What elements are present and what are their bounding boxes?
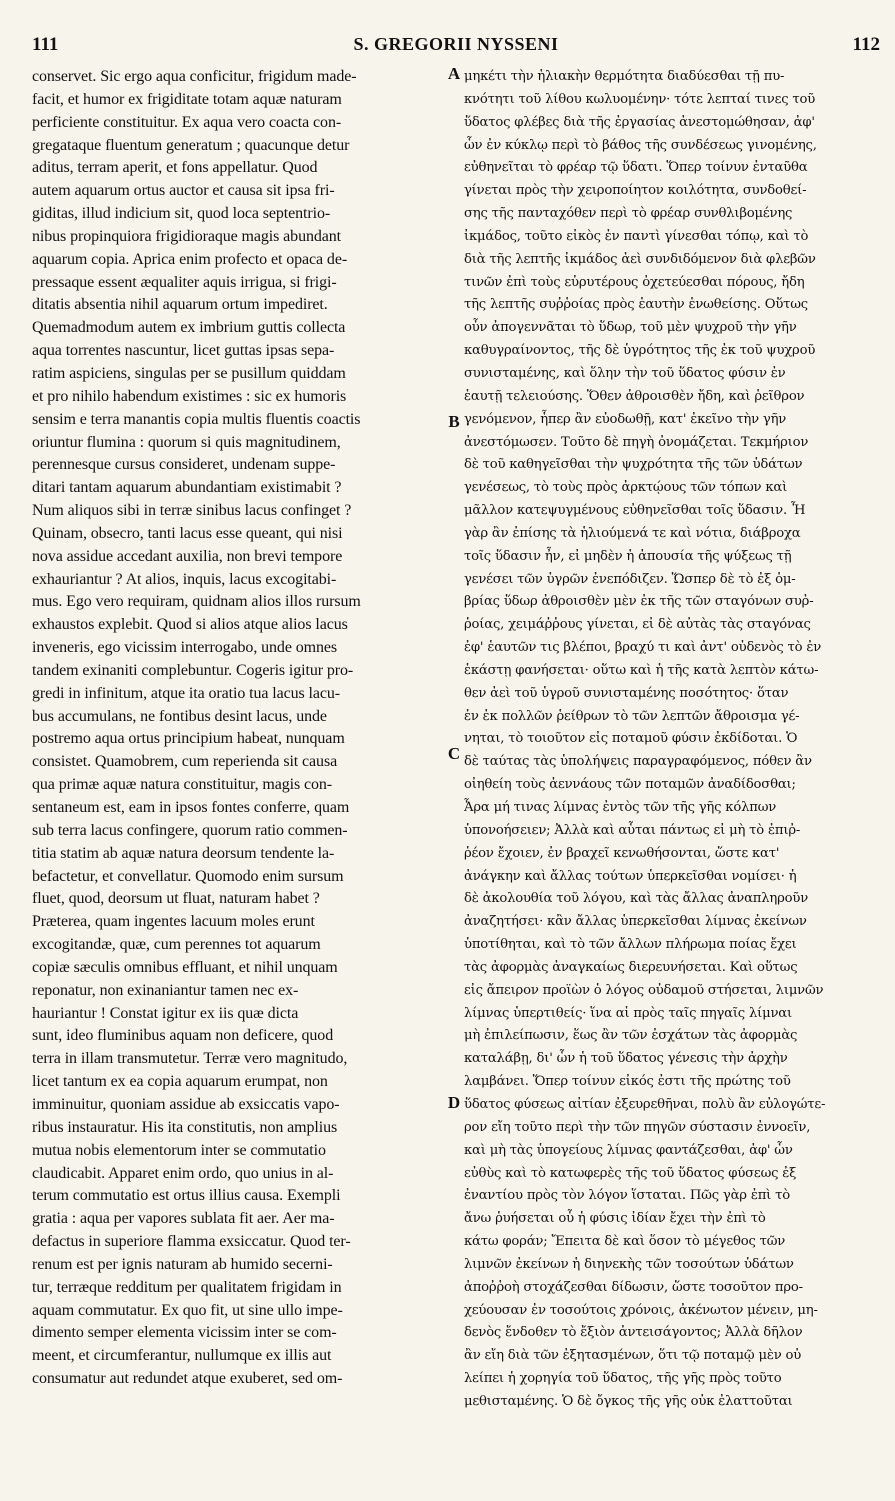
greek-text-line: δενὸς ἔνδοθεν τὸ ἔξιὸν ἀντεισάγοντος; Ἀλλὰ δῆλον: [464, 1325, 803, 1341]
greek-text-line: βρίας ὕδωρ ἀθροισθὲν μὲν ἐκ τῆς τῶν σταγόνων συῤ-: [464, 594, 814, 610]
greek-text-line: λίμνας ὑπερτιθείς· ἵνα αἱ πρὸς ταῖς πηγαῖς λίμναι: [464, 1005, 792, 1021]
latin-text-line: Quemadmodum autem ex imbrium guttis collecta: [32, 319, 346, 337]
running-head-title: S. GREGORII NYSSENI: [353, 34, 559, 54]
greek-text-line: ῥέον ἔχοιεν, ἐν βραχεῖ κενωθήσονται, ὥστε κατ': [464, 845, 780, 861]
greek-text-line: ὕδατος φύσεως αἰτίαν ἐξευρεθῆναι, πολὺ ἂν εὐλογώτε-: [464, 1096, 826, 1112]
section-marker-d: D: [447, 1093, 461, 1112]
greek-text-line: ἀνεστόμωσεν. Τοῦτο δὲ πηγὴ ὀνομάζεται. Τεκμήριον: [464, 434, 809, 450]
page-number-left: 111: [32, 34, 59, 55]
latin-text-line: Præterea, quam ingentes lacuum moles erunt: [32, 913, 315, 931]
latin-text-line: Num aliquos sibi in terræ sinibus lacus confinget ?: [32, 502, 352, 520]
greek-text-line: τὰς ἀφορμὰς ἀναγκαίως διερευνήσεται. Καὶ οὕτως: [464, 959, 798, 975]
latin-text-line: terra in illam transmutetur. Terræ vero magnitudo,: [32, 1050, 348, 1068]
greek-text-line: θεν ἀεὶ τοῦ ὑγροῦ συνισταμένης ποσότητος· ὅταν: [464, 685, 789, 701]
latin-text-line: licet tantum ex ea copia aquarum erumpat, non: [32, 1073, 328, 1091]
section-marker-b: B: [448, 412, 460, 431]
latin-text-line: sunt, ideo fluminibus aquam non deficere, quod: [32, 1027, 334, 1045]
greek-text-line: γενέσεως, τὸ τοὺς πρὸς ἀρκτῴους τῶν τόπων καὶ: [464, 480, 788, 496]
greek-text-line: ἐφ' ἑαυτῶν τις βλέποι, βραχύ τι καὶ ἀντ' οὐδενὸς τὸ ἐν: [464, 640, 822, 656]
greek-text-line: χεύουσαν ἐν τοσούτοις χρόνοις, ἀκένωτον μένειν, μη-: [464, 1302, 818, 1318]
greek-text-line: δὲ ταύτας τὰς ὑπολήψεις παραγραφόμενος, πόθεν ἂν: [464, 754, 812, 770]
latin-text-line: gregataque fluentum generatum ; quacunque detur: [32, 136, 350, 154]
greek-text-line: μᾶλλον κατεψυγμένους εὐθηνεῖσθαι τοῖς ὕδασιν. Ἦ: [464, 503, 806, 519]
greek-text-line: εἰς ἄπειρον προϊὼν ὁ λόγος οὐδαμοῦ στήσεται, λιμνῶν: [464, 982, 824, 998]
greek-text-line: εὐθηνεῖται τὸ φρέαρ τῷ ὕδατι. Ὅπερ τοίνυν ἐνταῦθα: [464, 160, 808, 176]
greek-text-line: νηται, τὸ τοιοῦτον εἰς ποταμοῦ φύσιν ἐκδίδοται. Ὁ: [464, 731, 798, 747]
latin-text-line: titia statim ab aquæ natura deorsum tendente la-: [32, 844, 335, 862]
greek-text-line: τῆς λεπτῆς συῤῥοίας πρὸς ἑαυτὴν ἑνωθείσης. Οὕτως: [464, 297, 808, 313]
latin-text-line: sentaneum est, eam in ipsos fontes conferre, quam: [32, 799, 350, 816]
latin-text-line: inveneris, ego vicissim interrogabo, unde omnes: [32, 639, 338, 657]
greek-text-line: ρον εἴη τοῦτο περὶ τὴν τῶν πηγῶν σύστασιν ἐννοεῖν,: [464, 1119, 811, 1135]
latin-text-line: perennesque cursus consideret, undenam suppe-: [32, 456, 336, 474]
greek-text-line: ὕδατος φλέβες διὰ τῆς ἐργασίας ἀνεστομώθησαν, ἀφ': [464, 114, 815, 130]
latin-text-line: nova assidue accedant auxilia, non brevi tempore: [32, 547, 343, 565]
latin-text-line: imminuitur, quoniam assidue ab exsiccatis vapo-: [32, 1095, 340, 1113]
latin-text-line: claudicabit. Apparet enim ordo, quo unius in al-: [32, 1164, 334, 1182]
page-number-right: 112: [852, 34, 880, 55]
greek-text-line: κνότητι τοῦ λίθου κωλυομένην· τότε λεπταί τινες τοῦ: [464, 91, 816, 107]
greek-text-line: ἑκάστῃ φανήσεται· οὕτω καὶ ἡ τῆς κατὰ λεπτὸν κάτω-: [464, 662, 819, 678]
greek-text-line: ἰκμάδος, τοῦτο εἰκὸς ἐν παντὶ γίνεσθαι τόπῳ, καὶ τὸ: [464, 228, 809, 244]
greek-text-line: γίνεται πρὸς τὴν χειροποίητον κοιλότητα, συνδοθεί-: [464, 183, 807, 199]
latin-text-line: consistet. Quamobrem, cum reperienda sit causa: [32, 753, 338, 771]
latin-text-line: mus. Ego vero requiram, quidnam alios illos rursum: [32, 593, 361, 611]
greek-text-line: λαμβάνει. Ὅπερ τοίνυν εἰκός ἐστι τῆς πρώτης τοῦ: [464, 1074, 791, 1090]
greek-text-line: οἰηθείη τοὺς ἀεννάους τῶν ποταμῶν ἀναδίδοσθαι;: [464, 777, 796, 793]
section-marker-c: C: [447, 744, 461, 763]
greek-text-line: μηκέτι τὴν ἡλιακὴν θερμότητα διαδύεσθαι τῇ πυ-: [464, 69, 785, 84]
latin-text-line: nibus propinquiora frigidioraque magis abundant: [32, 227, 342, 245]
greek-text-line: Ἆρα μή τινας λίμνας ἐντὸς τῶν τῆς γῆς κόλπων: [464, 800, 777, 815]
greek-text-line: εὐθὺς καὶ τὸ κατωφερὲς τῆς τοῦ ὕδατος φύσεως ἐξ: [464, 1165, 797, 1181]
greek-text-line: ἐν ἐκ πολλῶν ῥείθρων τὸ τῶν λεπτῶν ἄθροισμα γέ-: [464, 708, 800, 724]
latin-text-line: aditus, terram aperit, et fons appellatur. Quod: [32, 159, 318, 177]
greek-text-line: καὶ μὴ τὰς ὑπογείους λίμνας φαντάζεσθαι, ἀφ' ὧν: [464, 1142, 793, 1158]
greek-text-line: καθυγραίνοντος, τῆς δὲ ὑγρότητος τῆς ἐκ τοῦ ψυχροῦ: [464, 343, 816, 359]
greek-text-line: γενέσει τῶν ὑγρῶν ἐνεπόδιζεν. Ὥσπερ δὲ τὸ ἐξ ὀμ-: [464, 571, 796, 587]
latin-text-line: gratia : aqua per vapores sublata fit aer. Aer ma-: [32, 1210, 335, 1228]
latin-text-line: dimento semper elementa vicissim inter se com-: [32, 1324, 337, 1342]
greek-column: [464, 66, 882, 1414]
greek-text-line: γὰρ ἂν ἐπίσης τὰ ἡλιούμενά τε καὶ νότια, διάβροχα: [464, 525, 801, 541]
latin-text-line: copiæ sæculis omnibus effluant, et nihil unquam: [32, 958, 338, 976]
latin-text-line: facit, et humor ex frigiditate totam aquæ naturam: [32, 90, 342, 108]
greek-text-line: ὑπονοήσειεν; Ἀλλὰ καὶ αὗται πάντως εἰ μὴ τὸ ἐπιῤ-: [464, 822, 801, 838]
latin-text-line: autem aquarum ortus auctor et causa sit ipsa fri-: [32, 182, 335, 200]
latin-text-line: renum est per ignis naturam ab humido secerni-: [32, 1255, 333, 1273]
latin-text-line: exhaustos explebit. Quod si alios atque alios lacus: [32, 616, 348, 634]
latin-text-line: ratim aspiciens, singulas per se pusillum quiddam: [32, 364, 346, 382]
greek-text-line: ἄνω ῥυήσεται οὗ ἡ φύσις ἰδίαν ἔχει τὴν ἐπὶ τὸ: [464, 1211, 766, 1227]
greek-text-line: ἂν εἴη διὰ τῶν ἐξητασμένων, ὅτι τῷ ποταμῷ μὲν οὐ: [464, 1348, 802, 1364]
greek-text-line: συνισταμένης, καὶ ὅλην τὴν τοῦ ὕδατος φύσιν ἐν: [464, 365, 786, 381]
greek-text-line: διὰ τῆς λεπτῆς ἰκμάδος ἀεὶ συνδιδόμενον διὰ φλεβῶν: [464, 251, 816, 267]
latin-text-line: sub terra lacus confingere, quorum ratio commen-: [32, 821, 348, 839]
latin-text-line: meent, et circumferantur, nullumque ex illis aut: [32, 1347, 332, 1365]
latin-text-line: ditari tantam aquarum abundantiam existimabit ?: [32, 479, 342, 497]
latin-text-line: tur, terræque redditum per qualitatem frigidam in: [32, 1278, 342, 1296]
latin-text-line: sensim e terra manantis copia multis fluentis coactis: [32, 410, 361, 428]
greek-text-line: ἀναζητήσει· κἂν ἄλλας ὑπερκεῖσθαι λίμνας ἐκείνων: [464, 914, 807, 930]
latin-text-line: aquam commutatur. Ex quo fit, ut sine ullo impe-: [32, 1301, 343, 1319]
greek-text-line: κάτω φοράν; Ἔπειτα δὲ καὶ ὅσον τὸ μέγεθος τῶν: [464, 1234, 786, 1250]
greek-text-line: ἑαυτῇ τελειούσης. Ὅθεν ἀθροισθὲν ἤδη, καὶ ῥεῖθρον: [464, 388, 805, 404]
greek-text-line: μεθισταμένης. Ὁ δὲ ὄγκος τῆς γῆς οὐκ ἐλαττοῦται: [464, 1393, 793, 1409]
greek-text-line: ῥοίας, χειμάῤῥους γίνεται, εἰ δὲ αὐτὰς τὰς σταγόνας: [464, 617, 811, 633]
latin-text-line: postremo aqua ortus principium habeat, nunquam: [32, 730, 345, 748]
latin-text-line: consumatur aut redundet atque exuberet, sed om-: [32, 1370, 343, 1388]
latin-text-line: reponatur, non exinaniantur tamen nec ex-: [32, 981, 299, 999]
section-marker-a: A: [447, 64, 461, 83]
latin-text-line: Quinam, obsecro, tanti lacus esse queant, qui nisi: [32, 524, 343, 542]
greek-text-line: ἀνάγκην καὶ ἄλλας τούτων ὑπερκεῖσθαι νομίσει· ἡ: [464, 868, 797, 884]
greek-text-line: δὲ τοῦ καθηγεῖσθαι τὴν ψυχρότητα τῆς τῶν ὑδάτων: [464, 457, 803, 473]
greek-text-line: καταλάβῃ, δι' ὧν ἡ τοῦ ὕδατος γένεσις τὴν ἀρχὴν: [464, 1051, 788, 1067]
latin-text-line: hauriantur ! Constat igitur ex iis quæ dicta: [32, 1004, 299, 1022]
greek-text-line: ὑποτίθηται, καὶ τὸ τῶν ἄλλων πλήρωμα ποίας ἔχει: [464, 937, 797, 953]
greek-text-line: ἀποῤῥοὴ στοχάζεσθαι δίδωσιν, ὥστε τοσοῦτον προ-: [464, 1279, 803, 1295]
latin-text-line: pressaque essent æqualiter aquis irrigua, si frigi-: [32, 273, 337, 291]
latin-text-line: excogitandæ, quæ, cum perennes tot aquarum: [32, 936, 321, 954]
latin-text-line: ribus instauratur. His ita constitutis, non amplius: [32, 1118, 338, 1136]
latin-text-line: perficiente constituitur. Ex aqua vero coacta con-: [32, 113, 342, 131]
latin-text-line: et pro nihilo habendum existimes : sic ex humoris: [32, 387, 347, 405]
latin-text-line: giditas, illud indicium sit, quod loca septentrio-: [32, 205, 331, 223]
greek-text-line: γενόμενον, ἧπερ ἂν εὐοδωθῇ, κατ' ἐκεῖνο τὴν γῆν: [464, 411, 787, 427]
latin-text-line: aquarum copia. Aprica enim profecto et opaca de-: [32, 250, 348, 268]
page-header: [32, 34, 880, 62]
greek-text-line: λιμνῶν ἐκείνων ἡ διηνεκὴς τῶν τοσούτων ὑδάτων: [464, 1256, 794, 1272]
greek-text-line: τοῖς ὕδασιν ἦν, εἰ μηδὲν ἡ ἀπουσία τῆς ψύξεως τῇ: [464, 548, 792, 564]
latin-text-line: terum commutatio est ortus illius causa. Exempli: [32, 1187, 341, 1205]
latin-text-line: befactetur, et convellatur. Quomodo enim sursum: [32, 867, 344, 885]
latin-text-line: bus accumulans, ne fontibus desint lacus, unde: [32, 707, 327, 725]
greek-text-line: ἐναντίου πρὸς τὸν λόγον ἵσταται. Πῶς γὰρ ἐπὶ τὸ: [464, 1188, 790, 1204]
greek-text-line: δὲ ἀκολουθία τοῦ λόγου, καὶ τὰς ἄλλας ἀναπληροῦν: [464, 891, 809, 907]
latin-text-line: qua primæ aquæ natura constituitur, magis con-: [32, 776, 333, 794]
latin-text-line: aqua torrentes nascuntur, licet guttas ipsas sepa-: [32, 342, 335, 360]
greek-text-line: ὧν ἐν κύκλῳ περὶ τὸ βάθος τῆς συνδέσεως γινομένης,: [464, 137, 817, 153]
latin-text-line: fluet, quod, deorsum ut fluat, naturam habet ?: [32, 890, 320, 908]
latin-text-line: defactus in superiore flamma exsiccatur. Quod ter-: [32, 1233, 351, 1251]
latin-text-line: conservet. Sic ergo aqua conficitur, frigidum made-: [32, 68, 357, 85]
latin-text-line: exhauriantur ? At alios, inquis, lacus excogitabi-: [32, 570, 337, 588]
latin-text-line: oriuntur flumina : quorum si quis magnitudinem,: [32, 433, 341, 451]
greek-text-line: μὴ ἐπιλείπωσιν, ἕως ἂν τῶν ἐσχάτων τὰς ἀφορμὰς: [464, 1028, 798, 1044]
greek-text-line: σης τῆς πανταχόθεν περὶ τὸ φρέαρ συνθλιβομένης: [464, 206, 793, 222]
latin-text-line: gredi in infinitum, atque ita oratio tua lacus lacu-: [32, 684, 341, 702]
greek-text-line: λείπει ἡ χορηγία τοῦ ὕδατος, τῆς γῆς πρὸς τοῦτο: [464, 1371, 782, 1387]
latin-text-line: tandem exinaniti complebuntur. Cogeris igitur pro-: [32, 661, 354, 679]
latin-text-line: mutua nobis elementorum inter se commutatio: [32, 1141, 326, 1159]
latin-column: [32, 66, 445, 1391]
greek-text-line: τινῶν ἐπὶ τοὺς εὐρυτέρους ὀχετεύεσθαι πόρους, ἤδη: [464, 274, 805, 290]
latin-text-line: ditatis absentia nihil aquarum ortum impediret.: [32, 296, 328, 314]
greek-text-line: οὖν ἀπογεννᾶται τὸ ὕδωρ, τοῦ μὲν ψυχροῦ τὴν γῆν: [464, 320, 797, 336]
